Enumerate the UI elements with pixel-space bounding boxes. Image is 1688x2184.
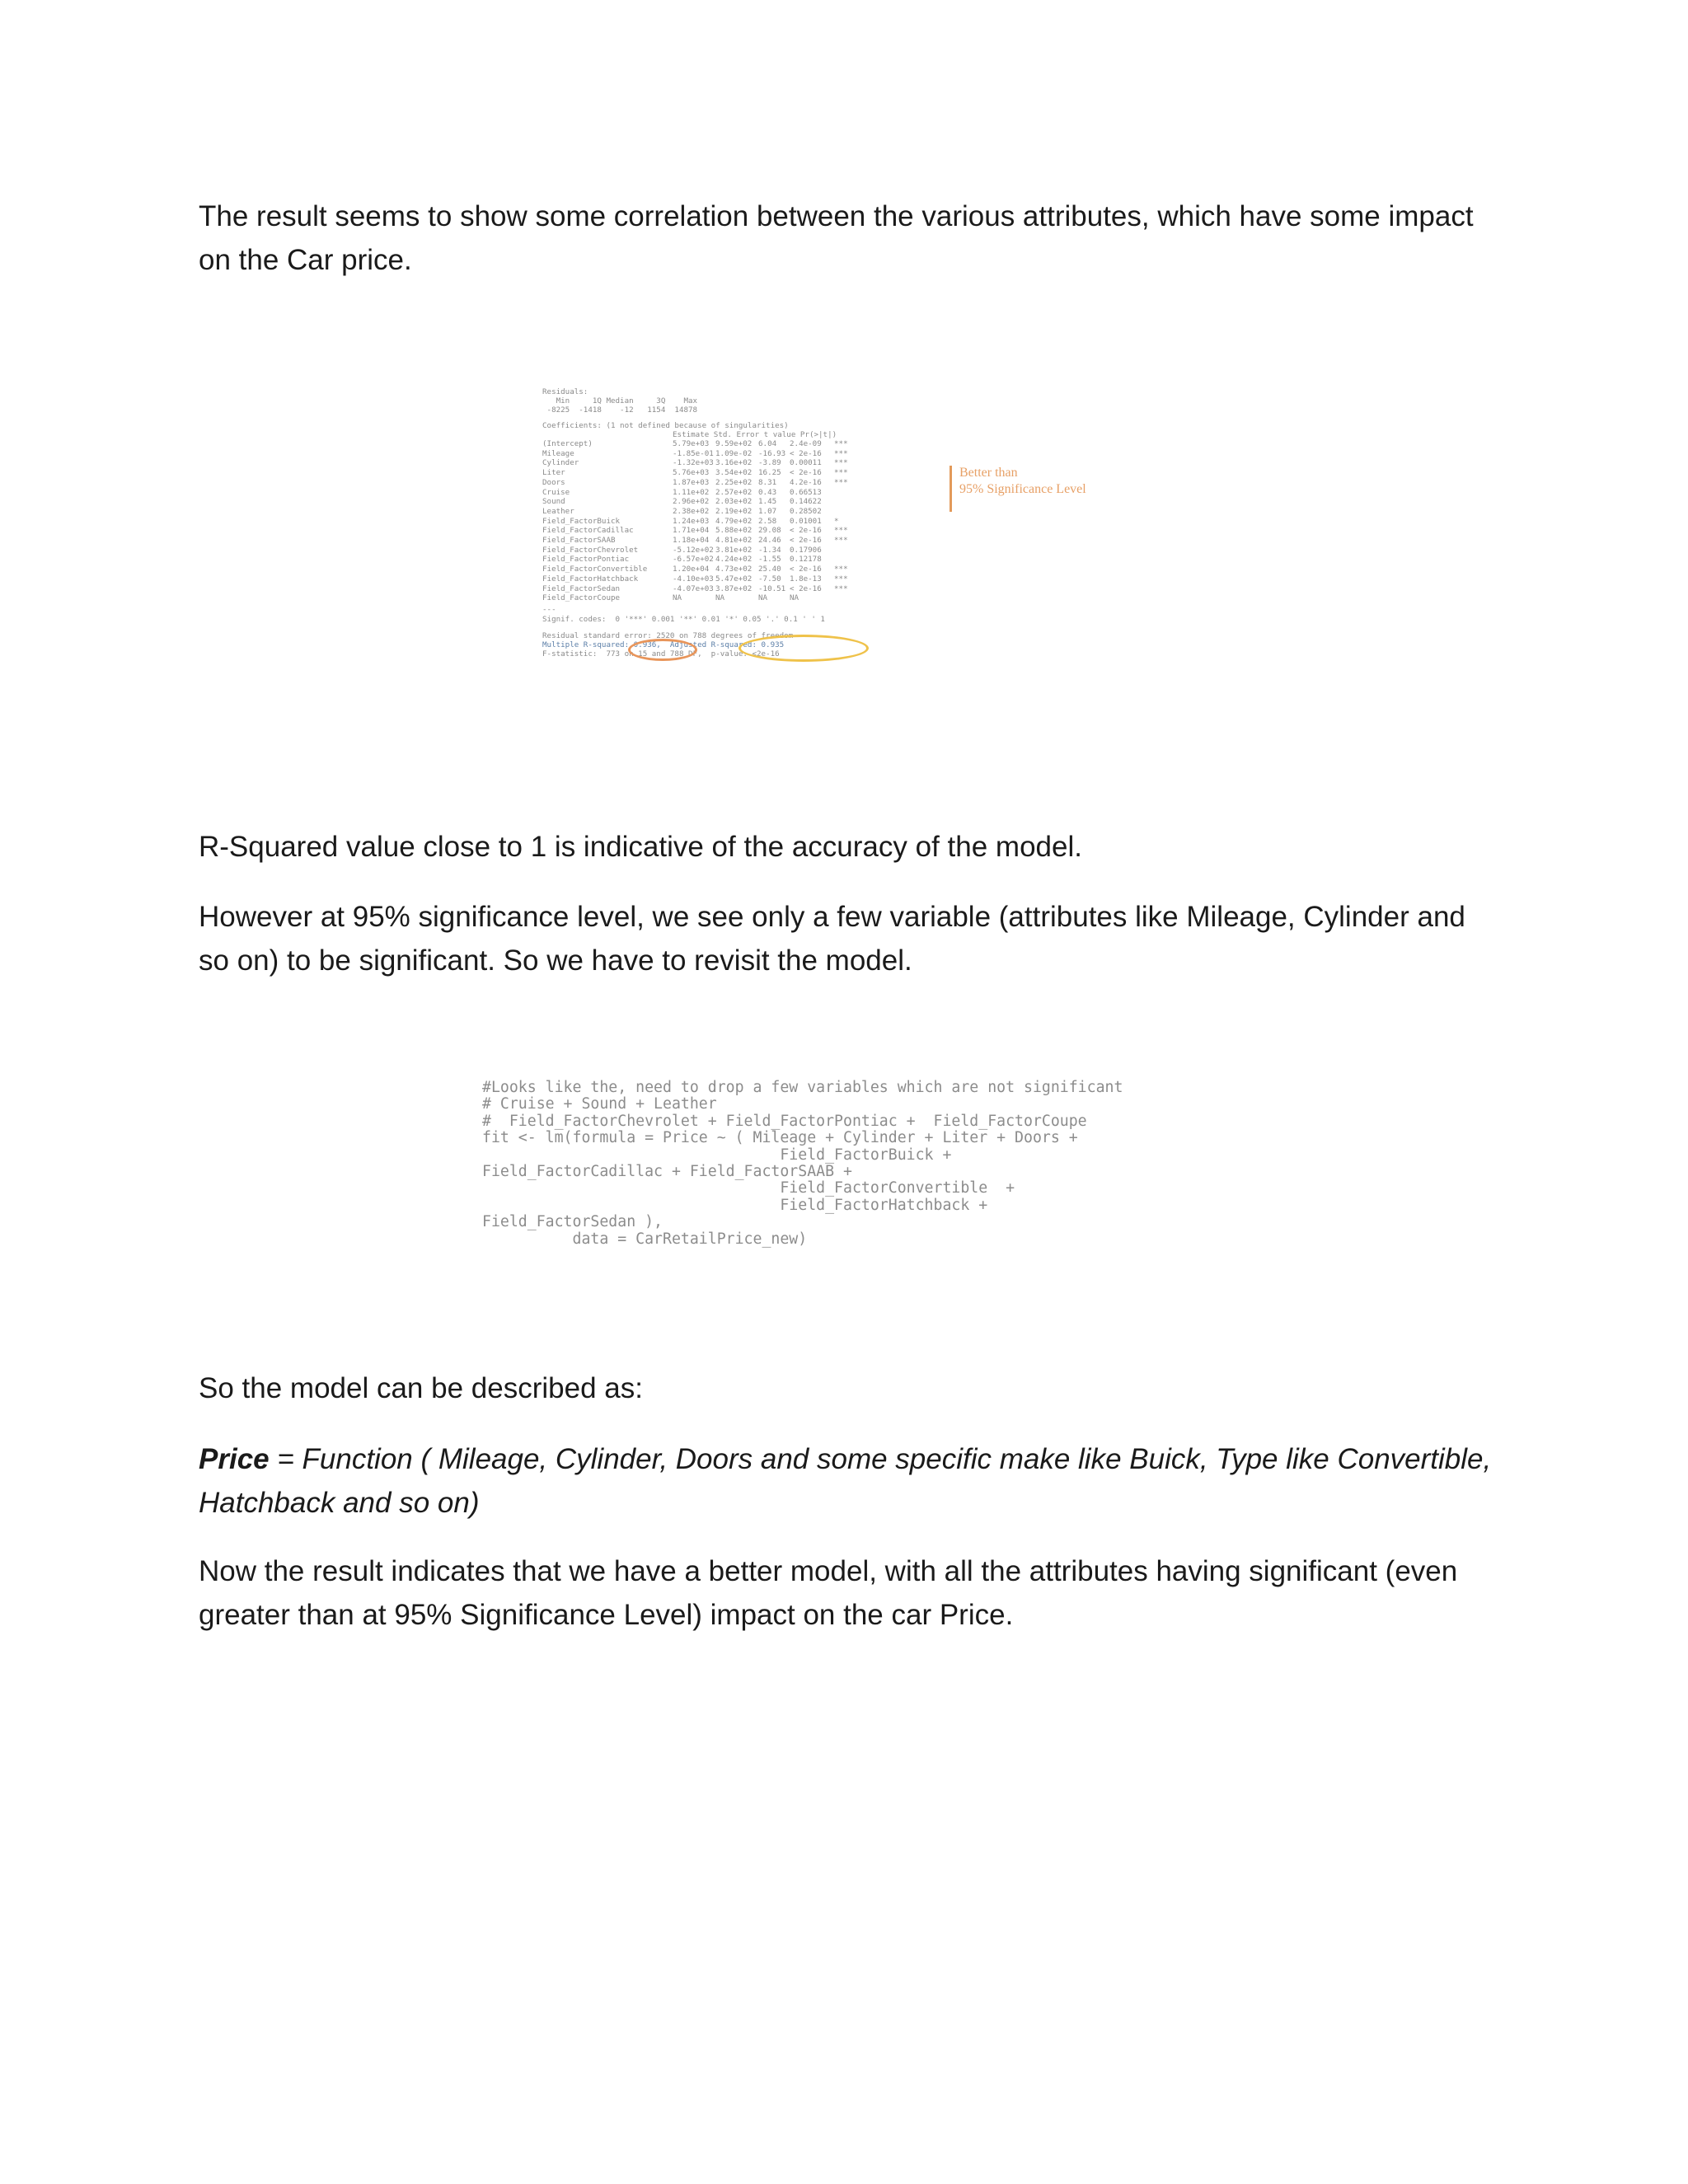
coefficient-p: < 2e-16: [790, 448, 822, 458]
coefficient-name: Leather: [542, 506, 574, 516]
coefficient-name: Field_FactorChevrolet: [542, 545, 639, 555]
code-line: data = CarRetailPrice_new): [482, 1230, 808, 1248]
coefficient-se: 5.88e+02: [715, 526, 753, 536]
coefficient-se: 2.25e+02: [715, 477, 753, 487]
coefficient-p: 0.12178: [790, 555, 822, 565]
coefficient-sig: ***: [834, 477, 848, 487]
coefficient-t: -3.89: [758, 458, 781, 468]
residuals-header: Min 1Q Median 3Q Max: [542, 396, 698, 405]
regression-output-figure: [542, 387, 1154, 717]
coefficient-name: Field_FactorConvertible: [542, 565, 648, 574]
r-squared-highlight-circle: [738, 635, 869, 662]
coefficient-t: -10.51: [758, 583, 786, 593]
coefficient-estimate: 1.71e+04: [673, 526, 710, 536]
coefficient-name: Field_FactorCoupe: [542, 593, 621, 603]
coefficient-name: Mileage: [542, 448, 574, 458]
coefficient-row: [542, 565, 872, 574]
coefficient-t: 25.40: [758, 565, 781, 574]
coefficient-estimate: 5.79e+03: [673, 439, 710, 448]
coefficient-t: NA: [758, 593, 768, 603]
intro-paragraph: The result seems to show some correlation between the various attributes, which have some impact on the Car price.: [199, 200, 1474, 276]
coefficient-se: 3.81e+02: [715, 545, 753, 555]
coefficient-se: 3.87e+02: [715, 583, 753, 593]
formula-price: Price: [199, 1443, 270, 1475]
coefficient-estimate: 1.18e+04: [673, 536, 710, 545]
coefficient-name: Cylinder: [542, 458, 579, 468]
coefficient-t: 8.31: [758, 477, 777, 487]
coefficients-header: Estimate Std. Error t value Pr(>|t|): [673, 430, 837, 439]
coefficient-se: 2.57e+02: [715, 487, 753, 497]
coefficient-p: 0.14622: [790, 497, 822, 507]
coefficient-estimate: -1.32e+03: [673, 458, 714, 468]
coefficients-label: Coefficients: (1 not defined because of singularities): [542, 421, 789, 430]
coefficient-p: < 2e-16: [790, 565, 822, 574]
code-line: Field_FactorHatchback +: [482, 1196, 988, 1214]
coefficient-t: 6.04: [758, 439, 777, 448]
residual-standard-error: Residual standard error: 2520 on 788 degrees of freedom: [542, 631, 794, 640]
coefficient-row: [542, 439, 872, 449]
coefficient-t: -1.34: [758, 545, 781, 555]
coefficient-estimate: 1.24e+03: [673, 516, 710, 526]
coefficient-row: [542, 468, 872, 478]
coefficient-name: Field_FactorSedan: [542, 583, 621, 593]
code-line: # Field_FactorChevrolet + Field_FactorPontiac + Field_FactorCoupe: [482, 1112, 1087, 1130]
coefficient-p: < 2e-16: [790, 526, 822, 536]
coefficient-name: Field_FactorHatchback: [542, 574, 639, 583]
r-squared-line: Multiple R-squared: 0.936, Adjusted R-squared: 0.935: [542, 640, 785, 649]
coefficient-sig: ***: [834, 439, 848, 448]
coefficient-t: 0.43: [758, 487, 777, 497]
coefficient-estimate: 2.96e+02: [673, 497, 710, 507]
coefficient-sig: ***: [834, 565, 848, 574]
coefficient-se: 4.24e+02: [715, 555, 753, 565]
coefficient-p: 4.2e-16: [790, 477, 822, 487]
coefficient-name: Sound: [542, 497, 565, 507]
coefficient-sig: ***: [834, 583, 848, 593]
coefficient-p: 0.66513: [790, 487, 822, 497]
coefficient-name: Field_FactorBuick: [542, 516, 621, 526]
coefficient-row: [542, 517, 872, 527]
coefficient-p: 0.01001: [790, 516, 822, 526]
code-snippet-figure: [482, 1080, 1207, 1263]
coefficient-t: -16.93: [758, 448, 786, 458]
coefficient-p: < 2e-16: [790, 583, 822, 593]
coefficient-t: 2.58: [758, 516, 777, 526]
code-line: #Looks like the, need to drop a few variables which are not significant: [482, 1079, 1123, 1096]
coefficient-p: 2.4e-09: [790, 439, 822, 448]
conclusion-paragraph: Now the result indicates that we have a better model, with all the attributes having significant (even greater than at 95% Significance Level) impact on the car Price.: [199, 1555, 1458, 1631]
coefficient-row: [542, 593, 872, 603]
callout-better-than: Better than: [959, 466, 1018, 480]
coefficient-p: < 2e-16: [790, 468, 822, 478]
coefficient-sig: ***: [834, 526, 848, 536]
callout-bracket: [950, 466, 952, 512]
coefficient-row: [542, 574, 872, 584]
coefficient-row: [542, 584, 872, 594]
coefficient-t: 16.25: [758, 468, 781, 478]
rsquared-paragraph: R-Squared value close to 1 is indicative of the accuracy of the model.: [199, 831, 1082, 863]
coefficient-se: 1.09e-02: [715, 448, 753, 458]
coefficient-estimate: 1.11e+02: [673, 487, 710, 497]
coefficient-t: 1.07: [758, 506, 777, 516]
coefficient-sig: ***: [834, 574, 848, 583]
described-paragraph: So the model can be described as:: [199, 1372, 643, 1404]
callout-significance-level: 95% Significance Level: [959, 482, 1086, 496]
code-line: Field_FactorConvertible +: [482, 1179, 1015, 1197]
coefficient-name: Field_FactorSAAB: [542, 536, 616, 545]
f-statistic-line: F-statistic: 773 on 15 and 788 DF, p-value: <2e-16: [542, 649, 780, 658]
coefficient-sig: ***: [834, 536, 848, 545]
code-line: Field_FactorBuick +: [482, 1146, 952, 1164]
coefficient-p: 0.28502: [790, 506, 822, 516]
formula-paragraph: [199, 1437, 1501, 1525]
coefficient-p: 0.17906: [790, 545, 822, 555]
signif-code-highlight-circle: [628, 639, 697, 661]
code-line: # Cruise + Sound + Leather: [482, 1095, 717, 1113]
separator: ---: [542, 605, 556, 614]
coefficient-sig: ***: [834, 468, 848, 478]
coefficient-p: 1.8e-13: [790, 574, 822, 583]
coefficient-row: [542, 526, 872, 536]
coefficient-t: 29.08: [758, 526, 781, 536]
coefficient-estimate: 1.87e+03: [673, 477, 710, 487]
coefficient-estimate: -4.10e+03: [673, 574, 714, 583]
formula-function: = Function ( Mileage, Cylinder, Doors and some specific make like Buick, Type like Convertible, Hatchback and so on): [199, 1443, 1492, 1519]
coefficient-se: NA: [715, 593, 725, 603]
residuals-label: Residuals:: [542, 387, 588, 396]
coefficient-row: [542, 536, 872, 546]
coefficient-estimate: 5.76e+03: [673, 468, 710, 478]
coefficient-sig: ***: [834, 448, 848, 458]
coefficient-se: 9.59e+02: [715, 439, 753, 448]
coefficient-p: < 2e-16: [790, 536, 822, 545]
code-line: Field_FactorCadillac + Field_FactorSAAB +: [482, 1163, 852, 1180]
coefficient-t: 1.45: [758, 497, 777, 507]
code-line: fit <- lm(formula = Price ~ ( Mileage + Cylinder + Liter + Doors +: [482, 1129, 1078, 1147]
coefficient-se: 3.54e+02: [715, 468, 753, 478]
coefficient-row: [542, 478, 872, 488]
coefficient-estimate: -5.12e+02: [673, 545, 714, 555]
coefficient-name: Liter: [542, 468, 565, 478]
coefficient-p: NA: [790, 593, 799, 603]
coefficient-row: [542, 497, 872, 507]
coefficient-row: [542, 488, 872, 498]
coefficient-row: [542, 449, 872, 459]
coefficient-estimate: NA: [673, 593, 682, 603]
signif-codes: Signif. codes: 0 '***' 0.001 '**' 0.01 '*' 0.05 '.' 0.1 ' ' 1: [542, 615, 825, 624]
coefficient-name: (Intercept): [542, 439, 593, 448]
coefficient-se: 2.03e+02: [715, 497, 753, 507]
coefficient-row: [542, 507, 872, 517]
coefficient-se: 4.73e+02: [715, 565, 753, 574]
coefficient-p: 0.00011: [790, 458, 822, 468]
coefficient-sig: ***: [834, 458, 848, 468]
significance-paragraph: However at 95% significance level, we see only a few variable (attributes like Mileage, Cylinder and so on) to be significant. So we have to revisit the model.: [199, 901, 1465, 977]
coefficient-row: [542, 546, 872, 555]
coefficient-estimate: -4.07e+03: [673, 583, 714, 593]
coefficient-estimate: -1.85e-01: [673, 448, 714, 458]
coefficient-estimate: -6.57e+02: [673, 555, 714, 565]
coefficient-sig: *: [834, 516, 839, 526]
coefficient-t: -1.55: [758, 555, 781, 565]
coefficient-se: 4.81e+02: [715, 536, 753, 545]
code-line: Field_FactorSedan ),: [482, 1213, 663, 1231]
coefficient-name: Field_FactorPontiac: [542, 555, 630, 565]
coefficient-name: Cruise: [542, 487, 570, 497]
coefficient-row: [542, 458, 872, 468]
coefficient-t: -7.50: [758, 574, 781, 583]
coefficient-se: 3.16e+02: [715, 458, 753, 468]
coefficient-se: 2.19e+02: [715, 506, 753, 516]
coefficient-row: [542, 555, 872, 565]
coefficient-estimate: 2.38e+02: [673, 506, 710, 516]
coefficient-t: 24.46: [758, 536, 781, 545]
coefficient-estimate: 1.20e+04: [673, 565, 710, 574]
coefficient-se: 4.79e+02: [715, 516, 753, 526]
coefficient-name: Field_FactorCadillac: [542, 526, 634, 536]
coefficient-se: 5.47e+02: [715, 574, 753, 583]
coefficient-name: Doors: [542, 477, 565, 487]
residuals-values: -8225 -1418 -12 1154 14878: [542, 405, 698, 415]
